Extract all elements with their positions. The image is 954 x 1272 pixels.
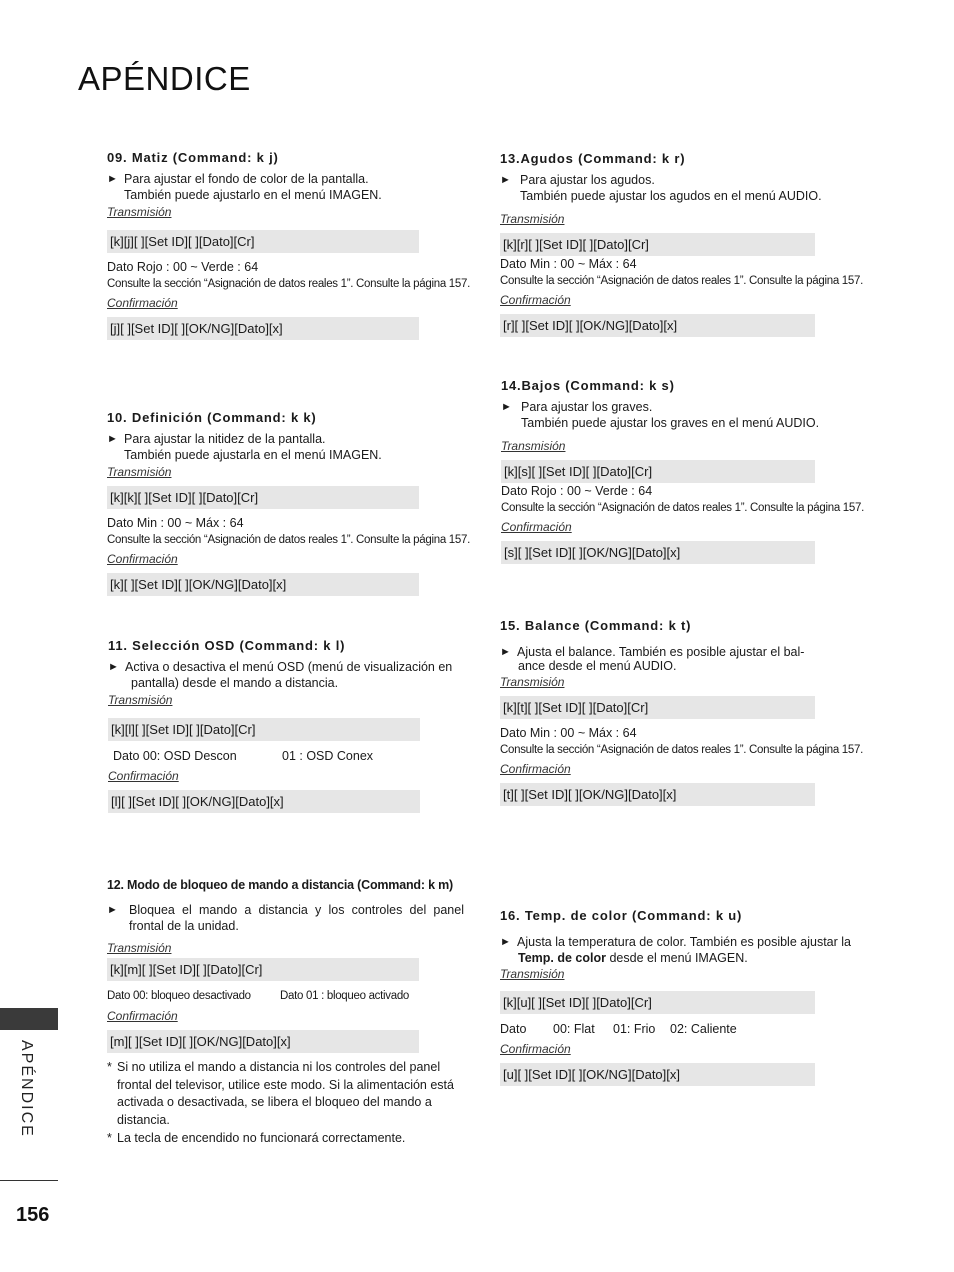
confirmation-label: Confirmación <box>108 769 179 783</box>
transmission-code: [k][s][ ][Set ID][ ][Dato][Cr] <box>501 460 815 483</box>
transmission-code: [k][j][ ][Set ID][ ][Dato][Cr] <box>107 230 419 253</box>
section-heading: 15. Balance (Command: k t) <box>500 618 692 633</box>
transmission-label: Transmisión <box>108 693 173 707</box>
confirmation-code: [k][ ][Set ID][ ][OK/NG][Dato][x] <box>107 573 419 596</box>
confirmation-label: Confirmación <box>500 762 571 776</box>
arrow-right-icon: ► <box>500 174 511 186</box>
page-number: 156 <box>16 1204 50 1226</box>
transmission-label: Transmisión <box>500 967 565 981</box>
data-range: Dato Min : 00 ~ Máx : 64 <box>500 726 637 740</box>
section-description: ► Para ajustar la nitidez de la pantalla. También puede ajustarla en el menú IMAGEN. <box>107 432 382 462</box>
section-10-sharpness <box>107 410 482 602</box>
consult-note: Consulte la sección “Asignación de datos reales 1”. Consulte la página 157. <box>501 502 864 514</box>
arrow-right-icon: ► <box>108 661 119 673</box>
confirmation-code: [m][ ][Set ID][ ][OK/NG][Dato][x] <box>107 1030 419 1053</box>
section-heading: 13.Agudos (Command: k r) <box>500 151 686 166</box>
section-heading: 10. Definición (Command: k k) <box>107 410 317 425</box>
transmission-label: Transmisión <box>500 675 565 689</box>
transmission-code: [k][u][ ][Set ID][ ][Dato][Cr] <box>500 991 815 1014</box>
transmission-label: Transmisión <box>107 941 172 955</box>
asterisk-icon: * <box>107 1131 112 1145</box>
data-values: Dato 00: Flat 01: Frio 02: Caliente <box>500 1022 737 1036</box>
section-16-color-temp <box>500 908 860 1092</box>
section-description: ► Para ajustar el fondo de color de la pantalla. También puede ajustarlo en el menú IMAGEN. <box>107 172 382 202</box>
arrow-right-icon: ► <box>107 904 118 916</box>
confirmation-label: Confirmación <box>107 296 178 310</box>
section-heading: 11. Selección OSD (Command: k l) <box>108 638 346 653</box>
confirmation-code: [l][ ][Set ID][ ][OK/NG][Dato][x] <box>108 790 420 813</box>
transmission-label: Transmisión <box>501 439 566 453</box>
arrow-right-icon: ► <box>501 401 512 413</box>
consult-note: Consulte la sección “Asignación de datos reales 1”. Consulte la página 157. <box>500 744 863 756</box>
arrow-right-icon: ► <box>500 936 511 948</box>
section-description: ► Ajusta el balance. También es posible ajustar el bal- ance desde el menú AUDIO. <box>500 645 805 673</box>
section-12-remote-lock <box>107 878 464 1148</box>
data-range: Dato Rojo : 00 ~ Verde : 64 <box>107 260 259 274</box>
transmission-label: Transmisión <box>500 212 565 226</box>
data-range: Dato Min : 00 ~ Máx : 64 <box>107 516 244 530</box>
confirmation-label: Confirmación <box>107 552 178 566</box>
confirmation-label: Confirmación <box>500 1042 571 1056</box>
section-09-tint <box>107 150 482 346</box>
data-range: Dato Rojo : 00 ~ Verde : 64 <box>501 484 653 498</box>
section-heading: 12. Modo de bloqueo de mando a distancia (Command: k m) <box>107 878 453 892</box>
arrow-right-icon: ► <box>107 173 118 185</box>
transmission-label: Transmisión <box>107 465 172 479</box>
section-description: ► Para ajustar los agudos. También puede ajustar los agudos en el menú AUDIO. <box>500 173 822 203</box>
section-heading: 16. Temp. de color (Command: k u) <box>500 908 743 923</box>
confirmation-label: Confirmación <box>501 520 572 534</box>
section-heading: 14.Bajos (Command: k s) <box>501 378 675 393</box>
section-14-bass <box>501 378 876 570</box>
confirmation-code: [t][ ][Set ID][ ][OK/NG][Dato][x] <box>500 783 815 806</box>
data-range: Dato Min : 00 ~ Máx : 64 <box>500 257 637 271</box>
section-description: ► Para ajustar los graves. También puede ajustar los graves en el menú AUDIO. <box>501 400 820 430</box>
asterisk-icon: * <box>107 1060 112 1074</box>
confirmation-code: [j][ ][Set ID][ ][OK/NG][Dato][x] <box>107 317 419 340</box>
consult-note: Consulte la sección “Asignación de datos reales 1”. Consulte la página 157. <box>500 275 863 287</box>
confirmation-code: [s][ ][Set ID][ ][OK/NG][Dato][x] <box>501 541 815 564</box>
transmission-code: [k][l][ ][Set ID][ ][Dato][Cr] <box>108 718 420 741</box>
side-section-label: APÉNDICE <box>18 1040 35 1138</box>
section-description: ► Activa o desactiva el menú OSD (menú de visualización en pantalla) desde el mando a distancia. <box>108 660 453 690</box>
page-title: APÉNDICE <box>78 60 251 97</box>
transmission-code: [k][r][ ][Set ID][ ][Dato][Cr] <box>500 233 815 256</box>
data-values: Dato 00: OSD Descon 01 : OSD Conex <box>113 749 374 763</box>
transmission-label: Transmisión <box>107 205 172 219</box>
section-11-osd-select <box>108 638 483 819</box>
transmission-code: [k][m][ ][Set ID][ ][Dato][Cr] <box>107 958 419 981</box>
section-tab-marker <box>0 1008 58 1030</box>
data-values: Dato 00: bloqueo desactivado Dato 01 : bloqueo activado <box>107 990 410 1002</box>
confirmation-label: Confirmación <box>107 1009 178 1023</box>
transmission-code: [k][k][ ][Set ID][ ][Dato][Cr] <box>107 486 419 509</box>
consult-note: Consulte la sección “Asignación de datos reales 1”. Consulte la página 157. <box>107 534 470 546</box>
section-heading: 09. Matiz (Command: k j) <box>107 150 279 165</box>
confirmation-label: Confirmación <box>500 293 571 307</box>
confirmation-code: [u][ ][Set ID][ ][OK/NG][Dato][x] <box>500 1063 815 1086</box>
section-description: ► Bloquea el mando a distancia y los controles del panel frontal de la unidad. <box>107 903 464 933</box>
transmission-code: [k][t][ ][Set ID][ ][Dato][Cr] <box>500 696 815 719</box>
consult-note: Consulte la sección “Asignación de datos reales 1”. Consulte la página 157. <box>107 278 470 290</box>
divider <box>0 1180 58 1181</box>
confirmation-code: [r][ ][Set ID][ ][OK/NG][Dato][x] <box>500 314 815 337</box>
section-13-treble <box>500 151 875 343</box>
section-description: ► Ajusta la temperatura de color. También es posible ajustar la Temp. de color desde el menú IMAGEN. <box>500 935 851 965</box>
arrow-right-icon: ► <box>500 646 511 658</box>
arrow-right-icon: ► <box>107 433 118 445</box>
footnote-power-key: * La tecla de encendido no funcionará correctamente. <box>107 1130 464 1148</box>
footnote-remote-lock: * Si no utiliza el mando a distancia ni los controles del panel frontal del televisor, utilice este modo. Si la alimentación está activada o desactivada, se libera el bloqueo del mando a distancia. <box>107 1060 454 1127</box>
section-15-balance <box>500 618 875 812</box>
